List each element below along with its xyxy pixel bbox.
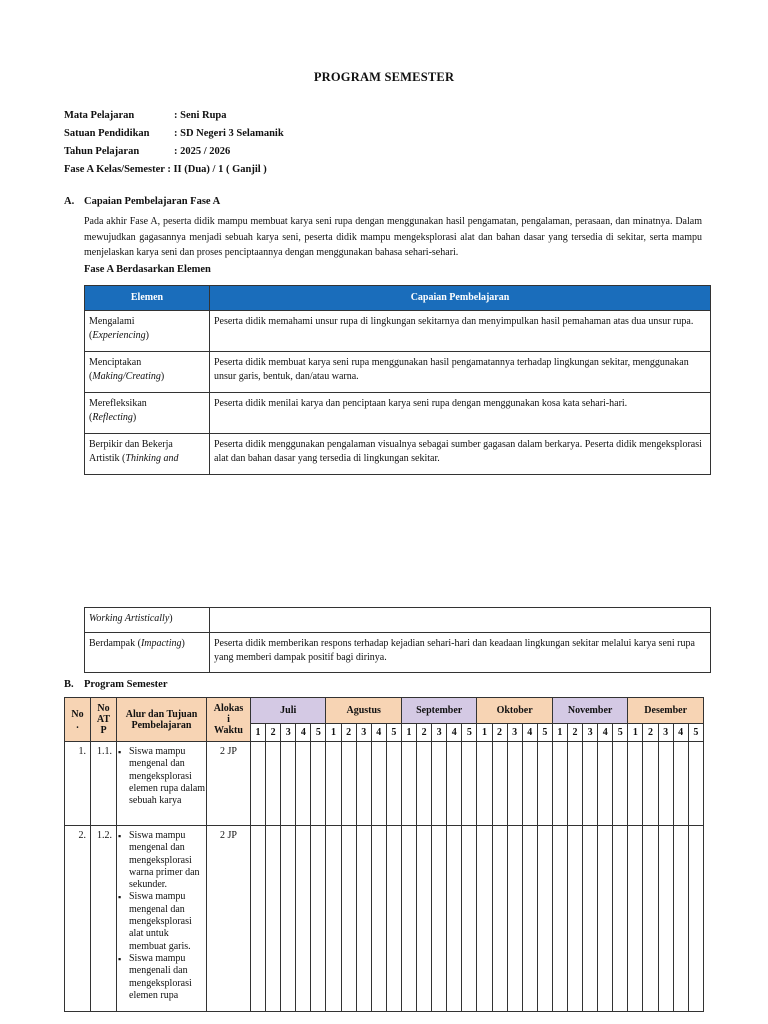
schedule-cell [356, 826, 371, 1012]
satuan-label: Satuan Pendidikan [64, 128, 150, 139]
week-header: 3 [432, 724, 447, 742]
schedule-cell [447, 742, 462, 826]
info-fase [64, 161, 284, 179]
capaian-table-continued [84, 607, 711, 673]
week-header: 1 [477, 724, 492, 742]
schedule-cell [537, 826, 552, 1012]
elemen-close: ) [181, 638, 185, 649]
row-objectives [117, 742, 207, 826]
month-header: September [401, 698, 476, 724]
week-header: 3 [356, 724, 371, 742]
schedule-cell [522, 742, 537, 826]
schedule-cell [567, 742, 582, 826]
elemen-english: Making/Creating [92, 371, 161, 382]
schedule-cell [266, 742, 281, 826]
elemen-english: Experiencing [92, 330, 146, 341]
month-header: Desember [628, 698, 704, 724]
schedule-cell [492, 742, 507, 826]
table-row [85, 608, 711, 633]
elemen-open: ( [89, 330, 93, 341]
table-row [65, 826, 704, 1012]
elemen-english: Thinking and [125, 453, 179, 464]
schedule-cell [688, 826, 703, 1012]
schedule-cell [658, 742, 673, 826]
elemen-name: Mengalami [89, 316, 135, 327]
schedule-cell [281, 742, 296, 826]
program-semester-table [64, 697, 704, 1012]
week-header: 3 [583, 724, 598, 742]
tahun-label: Tahun Pelajaran [64, 146, 140, 157]
objective-item: ▪ Siswa mampu mengenal dan mengeksplorasi alat untuk membuat garis. [129, 891, 206, 952]
week-header: 3 [281, 724, 296, 742]
week-header: 5 [537, 724, 552, 742]
col-no-header: No . [65, 698, 91, 742]
schedule-cell [432, 826, 447, 1012]
schedule-cell [341, 742, 356, 826]
week-header: 4 [447, 724, 462, 742]
week-header: 4 [522, 724, 537, 742]
schedule-cell [477, 742, 492, 826]
schedule-cell [462, 826, 477, 1012]
week-header: 5 [613, 724, 628, 742]
schedule-cell [311, 742, 326, 826]
schedule-cell [507, 742, 522, 826]
schedule-cell [583, 826, 598, 1012]
schedule-cell [341, 826, 356, 1012]
tahun-value: : 2025 / 2026 [174, 146, 231, 157]
row-no: 1. [65, 742, 91, 826]
objective-item: ▪ Siswa mampu mengenal dan mengeksplorasi elemen rupa dalam sebuah karya [129, 746, 206, 807]
elemen-cell [85, 608, 210, 633]
month-header-row [65, 698, 704, 724]
section-a-title: Capaian Pembelajaran Fase A [84, 196, 221, 207]
elemen-open: ( [89, 412, 93, 423]
schedule-cell [356, 742, 371, 826]
week-header: 3 [507, 724, 522, 742]
week-header: 5 [462, 724, 477, 742]
schedule-cell [417, 826, 432, 1012]
row-atp: 1.1. [91, 742, 117, 826]
schedule-cell [251, 742, 266, 826]
schedule-cell [552, 742, 567, 826]
week-header: 4 [673, 724, 688, 742]
schedule-cell [401, 826, 416, 1012]
schedule-cell [462, 742, 477, 826]
table-row [85, 311, 711, 352]
month-header: November [552, 698, 627, 724]
section-b-heading [64, 679, 167, 690]
objective-item: ▪ Siswa mampu mengenal dan mengeksplorasi warna primer dan sekunder. [129, 830, 206, 891]
objective-item: ▪ Siswa mampu mengenali dan mengeksplorasi elemen rupa [129, 953, 206, 1002]
capaian-cell: Peserta didik memahami unsur rupa di lingkungan sekitarnya dan menyimpulkan hasil pemahaman atas dua unsur rupa. [210, 311, 711, 352]
row-objectives [117, 826, 207, 1012]
table-row [85, 633, 711, 673]
row-alokasi: 2 JP [207, 742, 251, 826]
schedule-cell [311, 826, 326, 1012]
schedule-cell [326, 742, 341, 826]
week-header: 1 [401, 724, 416, 742]
elemen-name: Menciptakan [89, 357, 142, 368]
section-a-subheading: Fase A Berdasarkan Elemen [84, 264, 211, 275]
elemen-name: Merefleksikan [89, 398, 147, 409]
schedule-cell [658, 826, 673, 1012]
row-atp: 1.2. [91, 826, 117, 1012]
section-a-heading [64, 196, 220, 207]
mapel-value: : Seni Rupa [174, 110, 227, 121]
col-noatp-header: No AT P [91, 698, 117, 742]
week-header: 5 [311, 724, 326, 742]
week-header: 1 [251, 724, 266, 742]
week-header: 4 [296, 724, 311, 742]
week-header: 2 [492, 724, 507, 742]
schedule-cell [613, 742, 628, 826]
schedule-cell [643, 826, 658, 1012]
page-title: PROGRAM SEMESTER [313, 70, 455, 84]
schedule-cell [583, 742, 598, 826]
info-mapel [64, 107, 284, 125]
capaian-cell: Peserta didik menilai karya dan penciptaan karya seni rupa dengan menggunakan kosa kata sehari-hari. [210, 393, 711, 434]
schedule-cell [598, 742, 613, 826]
capaian-cell: Peserta didik memberikan respons terhadap kejadian sehari-hari dan keadaan lingkungan sekitar melalui karya seni rupa yang memberi dampak positif bagi dirinya. [210, 633, 711, 673]
fase-label: Fase A Kelas/Semester : [64, 164, 171, 175]
week-header: 1 [552, 724, 567, 742]
section-a-paragraph: Pada akhir Fase A, peserta didik mampu membuat karya seni rupa dengan menggunakan hasil pengamatan, pengalaman, perasaan, dan minatnya. Dalam mewujudkan gagasannya menjadi sebuah karya seni, peserta didik mampu mengeksplorasi alat dan bahan dasar yang tersedia di sekitar, serta mampu menjelaskan karya seni dan proses penciptaannya dengan menggunakan bahasa sehari-sehari. [84, 216, 702, 258]
schedule-cell [477, 826, 492, 1012]
schedule-cell [296, 826, 311, 1012]
month-header: Juli [251, 698, 326, 724]
schedule-cell [417, 742, 432, 826]
elemen-cell [85, 311, 210, 352]
schedule-cell [386, 742, 401, 826]
info-satuan [64, 125, 284, 143]
month-header: Oktober [477, 698, 552, 724]
col-alur-header: Alur dan Tujuan Pembelajaran [117, 698, 207, 742]
schedule-cell [281, 826, 296, 1012]
schedule-cell [673, 826, 688, 1012]
row-no: 2. [65, 826, 91, 1012]
schedule-cell [386, 826, 401, 1012]
schedule-cell [567, 826, 582, 1012]
table-row [85, 352, 711, 393]
elemen-cell [85, 434, 210, 475]
section-b-letter: B. [64, 679, 74, 690]
schedule-cell [447, 826, 462, 1012]
schedule-cell [552, 826, 567, 1012]
elemen-close: ) [145, 330, 149, 341]
capaian-cell: Peserta didik membuat karya seni rupa menggunakan hasil pengamatannya terhadap lingkungan sekitar, menggunakan unsur garis, bentuk, dan/atau warna. [210, 352, 711, 393]
section-b-title: Program Semester [84, 679, 168, 690]
elemen-close: ) [160, 371, 165, 382]
elemen-english: Impacting [140, 638, 182, 649]
schedule-cell [432, 742, 447, 826]
table-row [85, 393, 711, 434]
schedule-cell [371, 826, 386, 1012]
week-header: 4 [598, 724, 613, 742]
schedule-cell [507, 826, 522, 1012]
elemen-cell [85, 393, 210, 434]
satuan-value: : SD Negeri 3 Selamanik [174, 128, 284, 139]
schedule-cell [628, 826, 643, 1012]
schedule-cell [371, 742, 386, 826]
mapel-label: Mata Pelajaran [64, 110, 135, 121]
capaian-table [84, 285, 711, 475]
week-header: 5 [688, 724, 703, 742]
week-header: 3 [658, 724, 673, 742]
schedule-cell [537, 742, 552, 826]
elemen-open: ( [89, 371, 93, 382]
elemen-english: Working Artistically [89, 613, 170, 624]
week-header: 4 [371, 724, 386, 742]
schedule-cell [598, 826, 613, 1012]
schedule-cell [613, 826, 628, 1012]
week-header: 1 [326, 724, 341, 742]
elemen-close: ) [169, 613, 173, 624]
schedule-cell [251, 826, 266, 1012]
table-row [85, 434, 711, 475]
capaian-cell [210, 608, 711, 633]
week-header: 2 [643, 724, 658, 742]
elemen-english: Reflecting [92, 412, 133, 423]
schedule-cell [492, 826, 507, 1012]
elemen-prefix: Berdampak ( [89, 638, 141, 649]
week-header: 2 [417, 724, 432, 742]
fase-value: II (Dua) / 1 ( Ganjil ) [170, 164, 267, 175]
week-header: 2 [567, 724, 582, 742]
schedule-cell [522, 826, 537, 1012]
col-alokasi-header: Alokas i Waktu [207, 698, 251, 742]
schedule-cell [673, 742, 688, 826]
elemen-close: ) [132, 412, 137, 423]
elemen-cell [85, 633, 210, 673]
week-header: 1 [628, 724, 643, 742]
schedule-cell [643, 742, 658, 826]
col-elemen-header: Elemen [85, 286, 210, 311]
schedule-cell [688, 742, 703, 826]
info-tahun [64, 143, 284, 161]
schedule-cell [628, 742, 643, 826]
table-row [65, 742, 704, 826]
col-capaian-header: Capaian Pembelajaran [210, 286, 711, 311]
schedule-cell [326, 826, 341, 1012]
row-alokasi: 2 JP [207, 826, 251, 1012]
schedule-cell [266, 826, 281, 1012]
section-a-letter: A. [64, 196, 75, 207]
elemen-cell [85, 352, 210, 393]
week-header: 5 [386, 724, 401, 742]
week-header: 2 [266, 724, 281, 742]
schedule-cell [296, 742, 311, 826]
identity-block [64, 107, 284, 179]
elemen-name: Berpikir dan Bekerja [89, 439, 173, 450]
month-header: Agustus [326, 698, 401, 724]
capaian-cell: Peserta didik menggunakan pengalaman visualnya sebagai sumber gagasan dalam berkarya. Peserta didik mengeksplorasi alat dan bahan dasar yang tersedia di lingkungan sekitar. [210, 434, 711, 475]
week-header: 2 [341, 724, 356, 742]
elemen-open: Artistik ( [89, 453, 126, 464]
schedule-cell [401, 742, 416, 826]
